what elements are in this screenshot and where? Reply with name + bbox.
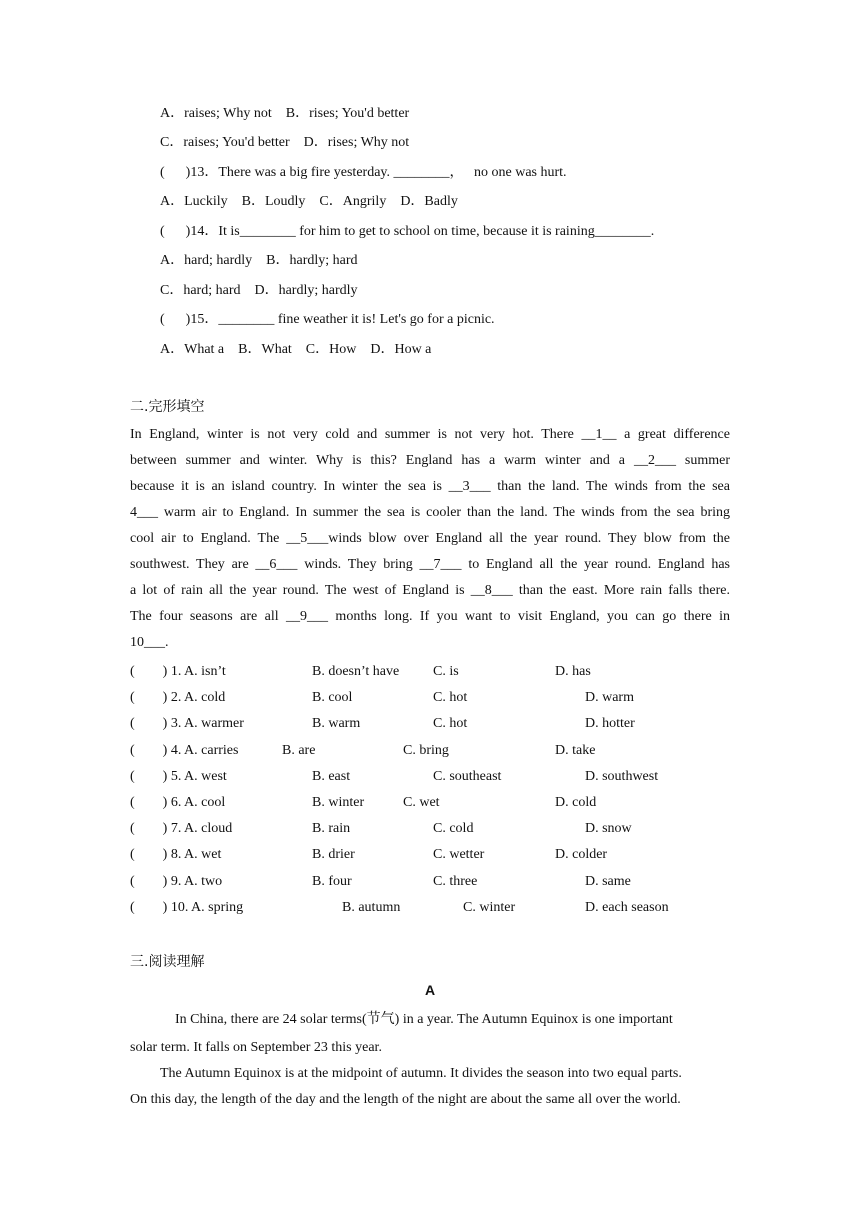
option-line-14cd: C．hard; hard D．hardly; hardly [160,283,358,298]
cloze-q1-option-c: C. is [433,664,459,679]
cloze-q5-option-c: C. southeast [433,768,502,784]
cloze-passage-line-5: cool air to England. The __5___winds blow over England all the year round. They blow from the [130,531,730,546]
passage-label: A [424,982,436,998]
cloze-q2-question-stem: ( ) 2. A. cold [130,690,226,706]
cloze-q10-option-d: D. each season [585,899,669,915]
cloze-q4-question-stem: ( ) 4. A. carries [130,742,239,758]
cloze-q5-option-d: D. southwest [585,768,659,784]
cloze-q4-option-c: C. bring [403,742,449,758]
cloze-q6-question-stem: ( ) 6. A. cool [130,795,226,810]
question-14: ( )14．It is________ for him to get to school on time, because it is raining________. [160,224,655,239]
cloze-q4-option-d: D. take [555,742,596,758]
reading-para2-line-1: The Autumn Equinox is at the midpoint of autumn. It divides the season into two equal parts. [160,1066,682,1081]
reading-para1-line-2: solar term. It falls on September 23 this year. [130,1040,382,1055]
cloze-q3-option-b: B. warm [312,716,361,732]
cloze-q8-option-d: D. colder [555,847,608,863]
cloze-q3-option-d: D. hotter [585,716,635,732]
cloze-q6-option-d: D. cold [555,795,597,810]
option-line-15: A．What a B．What C．How D．How a [160,342,432,357]
cloze-q4-option-b: B. are [282,742,316,758]
question-15: ( )15．________ fine weather it is! Let's go for a picnic. [160,312,495,327]
cloze-q3-question-stem: ( ) 3. A. warmer [130,716,244,732]
option-line-13: A．Luckily B．Loudly C．Angrily D．Badly [160,194,458,209]
cloze-q3-option-c: C. hot [433,716,468,732]
cloze-q1-option-b: B. doesn’t have [312,664,400,679]
cloze-q2-option-b: B. cool [312,690,353,706]
cloze-q1-question-stem: ( ) 1. A. isn’t [130,664,226,679]
cloze-q6-option-c: C. wet [403,795,440,810]
reading-para1-line-1: In China, there are 24 solar terms(节气) in a year. The Autumn Equinox is one important [175,1012,673,1027]
cloze-q7-option-c: C. cold [433,821,474,837]
cloze-passage-line-4: 4___ warm air to England. In summer the sea is cooler than the land. The winds from the sea bring [130,505,730,520]
cloze-q10-option-c: C. winter [463,899,516,915]
cloze-q5-question-stem: ( ) 5. A. west [130,768,227,784]
cloze-passage-line-1: In England, winter is not very cold and summer is not very hot. There __1__ a great difference [130,427,730,442]
cloze-q9-option-c: C. three [433,873,478,889]
cloze-passage-line-6: southwest. They are __6___ winds. They bring __7___ to England all the year round. England has [130,557,730,572]
cloze-q7-question-stem: ( ) 7. A. cloud [130,821,233,837]
cloze-passage-line-9: 10___. [130,635,169,650]
cloze-passage-line-7: a lot of rain all the year round. The west of England is __8___ than the east. More rain falls there. [130,583,730,598]
cloze-q8-option-c: C. wetter [433,847,485,863]
option-line-12cd: C．raises; You'd better D．rises; Why not [160,135,410,150]
cloze-q10-question-stem: ( ) 10. A. spring [130,899,244,915]
cloze-q7-option-b: B. rain [312,821,351,837]
cloze-q10-option-b: B. autumn [342,899,401,915]
cloze-q9-option-b: B. four [312,873,352,889]
cloze-passage-line-8: The four seasons are all __9___ months long. If you want to visit England, you can go there in [130,609,730,624]
section-title-cloze: 二.完形填空 [130,399,205,415]
question-13: ( )13．There was a big fire yesterday. ________， no one was hurt. [160,165,567,180]
cloze-q6-option-b: B. winter [312,795,365,810]
cloze-passage-line-3: because it is an island country. In winter the sea is __3___ than the land. The winds from the sea [130,479,730,494]
cloze-q5-option-b: B. east [312,768,351,784]
option-line-14ab: A．hard; hardly B．hardly; hard [160,253,358,268]
cloze-q2-option-d: D. warm [585,690,634,706]
reading-para2-line-2: On this day, the length of the day and the length of the night are about the same all over the world. [130,1092,681,1107]
cloze-q1-option-d: D. has [555,664,591,679]
cloze-q2-option-c: C. hot [433,690,468,706]
cloze-q8-option-b: B. drier [312,847,355,863]
cloze-q8-question-stem: ( ) 8. A. wet [130,847,222,863]
cloze-q7-option-d: D. snow [585,821,632,837]
cloze-q9-question-stem: ( ) 9. A. two [130,873,223,889]
cloze-q9-option-d: D. same [585,873,631,889]
section-title-reading: 三.阅读理解 [130,954,205,970]
cloze-passage-line-2: between summer and winter. Why is this? England has a warm winter and a __2___ summer [130,453,730,468]
option-line-12ab: A．raises; Why not B．rises; You'd better [160,106,410,121]
